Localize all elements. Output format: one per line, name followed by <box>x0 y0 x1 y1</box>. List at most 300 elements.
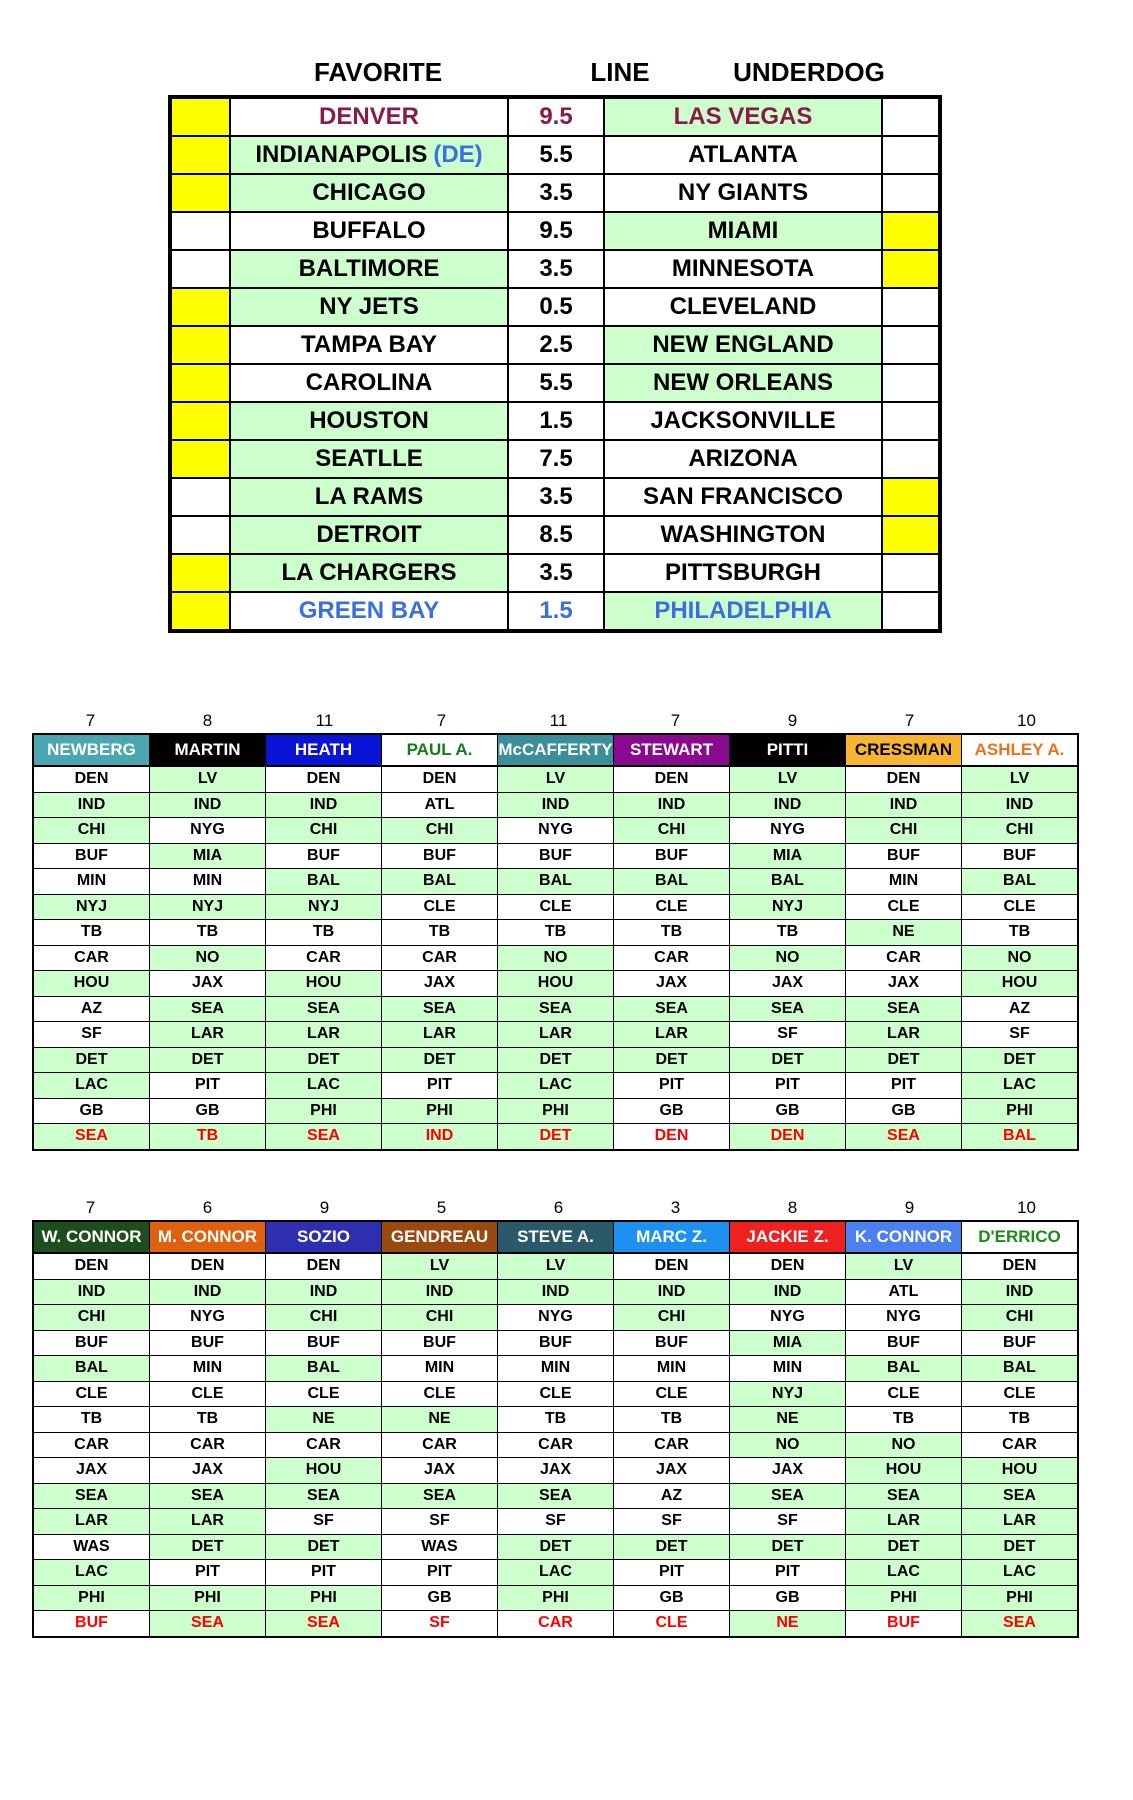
pick-cell: BUF <box>846 1330 962 1356</box>
pick-cell: CAR <box>614 1432 730 1458</box>
pick-cell: CHI <box>33 818 150 844</box>
pick-cell: HOU <box>266 971 382 997</box>
pick-cell: SEA <box>33 1483 150 1509</box>
picks-grid-2 <box>32 1196 1085 1638</box>
player-name: MARC Z. <box>614 1221 730 1253</box>
pick-cell: CHI <box>962 818 1079 844</box>
favorite-team <box>230 136 508 174</box>
player-name: HEATH <box>266 734 382 766</box>
player-name: McCAFFERTY <box>498 734 614 766</box>
pick-cell: PIT <box>730 1073 846 1099</box>
underdog-team: JACKSONVILLE <box>604 402 882 440</box>
player-score: 7 <box>436 711 447 730</box>
pick-cell: SEA <box>730 1483 846 1509</box>
pick-cell: NO <box>846 1432 962 1458</box>
pick-cell: SF <box>614 1509 730 1535</box>
pick-cell: SF <box>498 1509 614 1535</box>
pick-cell: PHI <box>498 1098 614 1124</box>
pick-cell: JAX <box>730 1458 846 1484</box>
underdog-win-marker <box>882 364 940 402</box>
favorite-win-marker <box>170 364 230 402</box>
pick-cell: GB <box>150 1098 266 1124</box>
pick-cell: MIA <box>730 1330 846 1356</box>
favorite-team-name: NY JETS <box>319 293 419 320</box>
pick-cell: GB <box>730 1585 846 1611</box>
pick-cell: IND <box>33 792 150 818</box>
underdog-team: NEW ENGLAND <box>604 326 882 364</box>
game-row <box>170 250 940 288</box>
underdog-win-marker <box>882 136 940 174</box>
favorite-header: FAVORITE <box>313 57 443 87</box>
player-score: 11 <box>549 711 568 730</box>
pick-cell: BAL <box>614 869 730 895</box>
player-name: ASHLEY A. <box>962 734 1079 766</box>
pick-cell: BAL <box>498 869 614 895</box>
pick-row <box>33 1253 1078 1279</box>
underdog-win-marker <box>882 288 940 326</box>
tiebreaker-pick: DEN <box>614 1124 730 1150</box>
pick-cell: CLE <box>614 1381 730 1407</box>
game-line: 1.5 <box>508 592 604 631</box>
pick-cell: DEN <box>382 766 498 792</box>
pick-cell: LAR <box>266 1022 382 1048</box>
pick-cell: DET <box>266 1534 382 1560</box>
tiebreaker-pick: SEA <box>33 1124 150 1150</box>
pick-cell: TB <box>150 1407 266 1433</box>
pick-row <box>33 1509 1078 1535</box>
pick-cell: NYG <box>150 1305 266 1331</box>
pick-cell: IND <box>498 1279 614 1305</box>
game-row <box>170 402 940 440</box>
pick-cell: SF <box>33 1022 150 1048</box>
player-name: SOZIO <box>266 1221 382 1253</box>
player-score: 10 <box>1017 711 1036 730</box>
pick-cell: IND <box>962 1279 1079 1305</box>
picks-grid-1 <box>32 709 1085 1151</box>
pick-row <box>33 843 1078 869</box>
pick-cell: MIN <box>150 1356 266 1382</box>
pick-row <box>33 766 1078 792</box>
tiebreaker-pick: DET <box>498 1124 614 1150</box>
favorite-team <box>230 478 508 516</box>
underdog-win-marker <box>882 478 940 516</box>
favorite-team <box>230 288 508 326</box>
favorite-team <box>230 326 508 364</box>
favorite-team-name: DETROIT <box>316 521 422 548</box>
pick-cell: PHI <box>266 1585 382 1611</box>
underdog-team: PHILADELPHIA <box>604 592 882 631</box>
pick-cell: TB <box>33 1407 150 1433</box>
pick-cell: HOU <box>846 1458 962 1484</box>
pick-cell: TB <box>614 920 730 946</box>
pick-cell: NO <box>498 945 614 971</box>
tiebreaker-pick: SEA <box>266 1611 382 1637</box>
pick-cell: PHI <box>846 1585 962 1611</box>
pick-cell: SEA <box>382 1483 498 1509</box>
favorite-team-name: CHICAGO <box>312 179 426 206</box>
favorite-win-marker <box>170 516 230 554</box>
pick-cell: SEA <box>150 1483 266 1509</box>
player-name: W. CONNOR <box>33 1221 150 1253</box>
tiebreaker-pick: SEA <box>150 1611 266 1637</box>
underdog-win-marker <box>882 440 940 478</box>
favorite-win-marker <box>170 250 230 288</box>
underdog-win-marker <box>882 592 940 631</box>
pick-cell: BUF <box>614 1330 730 1356</box>
pick-cell: NO <box>150 945 266 971</box>
tiebreaker-pick: SF <box>382 1611 498 1637</box>
player-name: STEVE A. <box>498 1221 614 1253</box>
pick-cell: CHI <box>962 1305 1079 1331</box>
favorite-win-marker <box>170 440 230 478</box>
pick-row <box>33 1356 1078 1382</box>
tiebreaker-pick: TB <box>150 1124 266 1150</box>
pick-cell: IND <box>614 792 730 818</box>
pick-cell: PIT <box>382 1560 498 1586</box>
underdog-team: ARIZONA <box>604 440 882 478</box>
scores-row <box>32 709 1085 733</box>
picks-table <box>32 1220 1079 1638</box>
pick-cell: AZ <box>614 1483 730 1509</box>
pick-cell: DEN <box>266 766 382 792</box>
pick-cell: BUF <box>962 843 1079 869</box>
pick-cell: TB <box>498 1407 614 1433</box>
pick-row <box>33 818 1078 844</box>
pick-cell: LAC <box>266 1073 382 1099</box>
pick-cell: CLE <box>382 894 498 920</box>
pick-cell: WAS <box>33 1534 150 1560</box>
pick-cell: CHI <box>382 1305 498 1331</box>
pick-cell: DET <box>150 1047 266 1073</box>
pick-row <box>33 792 1078 818</box>
pick-cell: BUF <box>33 843 150 869</box>
favorite-team <box>230 516 508 554</box>
player-score: 7 <box>904 711 915 730</box>
pick-cell: PIT <box>382 1073 498 1099</box>
pick-cell: NYJ <box>266 894 382 920</box>
pick-cell: DEN <box>614 766 730 792</box>
player-name: PAUL A. <box>382 734 498 766</box>
pick-cell: IND <box>382 1279 498 1305</box>
pick-cell: NO <box>730 1432 846 1458</box>
player-score: 9 <box>904 1198 915 1217</box>
pick-cell: NE <box>730 1407 846 1433</box>
pick-cell: LAR <box>846 1509 962 1535</box>
tiebreaker-pick: NE <box>730 1611 846 1637</box>
pick-row <box>33 1047 1078 1073</box>
pick-cell: IND <box>730 1279 846 1305</box>
pick-cell: NO <box>962 945 1079 971</box>
favorite-win-marker <box>170 288 230 326</box>
pick-cell: LV <box>498 1253 614 1279</box>
pick-cell: IND <box>266 1279 382 1305</box>
game-line: 9.5 <box>508 212 604 250</box>
pick-row <box>33 1022 1078 1048</box>
pick-cell: SEA <box>730 996 846 1022</box>
favorite-win-marker <box>170 326 230 364</box>
pick-cell: CLE <box>382 1381 498 1407</box>
pick-cell: DEN <box>33 1253 150 1279</box>
pick-row <box>33 1432 1078 1458</box>
favorite-team <box>230 97 508 136</box>
pick-cell: NE <box>846 920 962 946</box>
tiebreaker-pick: BUF <box>846 1611 962 1637</box>
pick-cell: LAR <box>382 1022 498 1048</box>
pick-cell: PHI <box>150 1585 266 1611</box>
pick-cell: MIN <box>614 1356 730 1382</box>
pick-cell: CHI <box>266 818 382 844</box>
pick-cell: NYJ <box>150 894 266 920</box>
game-line: 3.5 <box>508 250 604 288</box>
pick-row <box>33 894 1078 920</box>
favorite-team-name: LA RAMS <box>314 483 424 510</box>
pick-cell: NYG <box>730 818 846 844</box>
pick-cell: DEN <box>846 766 962 792</box>
pick-cell: GB <box>382 1585 498 1611</box>
pick-cell: IND <box>266 792 382 818</box>
pick-cell: SF <box>730 1509 846 1535</box>
games-table <box>168 95 942 633</box>
favorite-team-name: BUFFALO <box>312 217 426 244</box>
favorite-team <box>230 212 508 250</box>
underdog-win-marker <box>882 516 940 554</box>
pick-cell: HOU <box>498 971 614 997</box>
pick-cell: CHI <box>614 818 730 844</box>
pick-cell: SEA <box>150 996 266 1022</box>
pick-cell: NYJ <box>730 1381 846 1407</box>
pick-cell: BUF <box>266 1330 382 1356</box>
pick-cell: MIN <box>846 869 962 895</box>
pick-row <box>33 1534 1078 1560</box>
game-line: 1.5 <box>508 402 604 440</box>
pick-cell: BUF <box>498 1330 614 1356</box>
favorite-team <box>230 402 508 440</box>
favorite-team-name: TAMPA BAY <box>300 331 437 358</box>
pick-cell: PHI <box>266 1098 382 1124</box>
pick-cell: DEN <box>266 1253 382 1279</box>
pick-cell: GB <box>730 1098 846 1124</box>
pick-cell: LV <box>382 1253 498 1279</box>
pick-cell: IND <box>962 792 1079 818</box>
pick-row <box>33 1585 1078 1611</box>
pick-cell: HOU <box>962 971 1079 997</box>
tiebreaker-pick: IND <box>382 1124 498 1150</box>
pick-cell: MIA <box>150 843 266 869</box>
tiebreaker-pick: SEA <box>846 1124 962 1150</box>
underdog-win-marker <box>882 554 940 592</box>
picks-table <box>32 733 1079 1151</box>
pick-cell: LAC <box>33 1560 150 1586</box>
game-row <box>170 440 940 478</box>
pick-cell: HOU <box>33 971 150 997</box>
pick-cell: MIN <box>382 1356 498 1382</box>
pick-cell: CAR <box>266 1432 382 1458</box>
pick-cell: DEN <box>730 1253 846 1279</box>
pick-cell: SEA <box>614 996 730 1022</box>
pick-cell: LAC <box>498 1073 614 1099</box>
pick-cell: LAC <box>962 1560 1079 1586</box>
pick-cell: TB <box>962 1407 1079 1433</box>
pick-row <box>33 1483 1078 1509</box>
favorite-team-name: LA CHARGERS <box>281 559 457 586</box>
pick-cell: IND <box>150 1279 266 1305</box>
pick-row <box>33 1305 1078 1331</box>
underdog-win-marker <box>882 97 940 136</box>
pick-cell: HOU <box>266 1458 382 1484</box>
game-row <box>170 174 940 212</box>
pick-cell: DET <box>498 1534 614 1560</box>
pick-cell: CAR <box>498 1432 614 1458</box>
underdog-win-marker <box>882 174 940 212</box>
pick-cell: NYG <box>498 1305 614 1331</box>
pick-cell: PIT <box>614 1560 730 1586</box>
pick-cell: CAR <box>266 945 382 971</box>
pick-cell: LAR <box>614 1022 730 1048</box>
player-score: 8 <box>787 1198 798 1217</box>
pick-cell: BAL <box>266 869 382 895</box>
pick-cell: DET <box>150 1534 266 1560</box>
pick-cell: DET <box>614 1534 730 1560</box>
pick-cell: CLE <box>846 894 962 920</box>
pick-cell: LV <box>498 766 614 792</box>
pick-cell: TB <box>33 920 150 946</box>
pick-cell: JAX <box>614 1458 730 1484</box>
pick-cell: SEA <box>266 1483 382 1509</box>
pick-cell: IND <box>498 792 614 818</box>
pick-cell: DEN <box>614 1253 730 1279</box>
pick-cell: LV <box>730 766 846 792</box>
favorite-team-name: BALTIMORE <box>298 255 440 282</box>
pick-cell: ATL <box>846 1279 962 1305</box>
tiebreaker-row <box>33 1124 1078 1150</box>
tiebreaker-pick: CLE <box>614 1611 730 1637</box>
underdog-team: MINNESOTA <box>604 250 882 288</box>
pick-cell: CAR <box>962 1432 1079 1458</box>
pick-cell: MIN <box>730 1356 846 1382</box>
pick-cell: BAL <box>846 1356 962 1382</box>
pick-row <box>33 971 1078 997</box>
underdog-team: CLEVELAND <box>604 288 882 326</box>
pick-cell: DET <box>266 1047 382 1073</box>
pick-row <box>33 1330 1078 1356</box>
underdog-team: ATLANTA <box>604 136 882 174</box>
pick-cell: MIN <box>498 1356 614 1382</box>
tiebreaker-row <box>33 1611 1078 1637</box>
pick-cell: BUF <box>266 843 382 869</box>
pick-cell: CAR <box>33 945 150 971</box>
game-line: 0.5 <box>508 288 604 326</box>
pick-cell: PIT <box>730 1560 846 1586</box>
pick-cell: BAL <box>266 1356 382 1382</box>
pick-cell: DET <box>33 1047 150 1073</box>
pick-cell: LAC <box>33 1073 150 1099</box>
pick-cell: TB <box>498 920 614 946</box>
pick-cell: GB <box>846 1098 962 1124</box>
game-line: 3.5 <box>508 174 604 212</box>
player-score: 10 <box>1017 1198 1036 1217</box>
pick-cell: CAR <box>846 945 962 971</box>
pick-cell: SEA <box>846 1483 962 1509</box>
pick-cell: CAR <box>150 1432 266 1458</box>
tiebreaker-pick: SEA <box>962 1611 1079 1637</box>
pick-cell: CLE <box>498 1381 614 1407</box>
pick-cell: PHI <box>33 1585 150 1611</box>
pick-cell: JAX <box>846 971 962 997</box>
favorite-team <box>230 440 508 478</box>
pick-cell: PHI <box>962 1098 1079 1124</box>
pick-cell: PIT <box>150 1073 266 1099</box>
player-name: PITTI <box>730 734 846 766</box>
tiebreaker-pick: BUF <box>33 1611 150 1637</box>
game-line: 2.5 <box>508 326 604 364</box>
pick-cell: PIT <box>846 1073 962 1099</box>
pick-cell: TB <box>266 920 382 946</box>
pick-cell: NYG <box>730 1305 846 1331</box>
pick-cell: CHI <box>382 818 498 844</box>
pick-cell: LAR <box>846 1022 962 1048</box>
pick-cell: BUF <box>498 843 614 869</box>
pick-cell: CLE <box>266 1381 382 1407</box>
pick-cell: SEA <box>846 996 962 1022</box>
pick-cell: DET <box>382 1047 498 1073</box>
pick-cell: GB <box>614 1585 730 1611</box>
game-row <box>170 97 940 136</box>
player-name: M. CONNOR <box>150 1221 266 1253</box>
pick-cell: TB <box>730 920 846 946</box>
pick-cell: DET <box>962 1047 1079 1073</box>
pick-cell: NYG <box>846 1305 962 1331</box>
pick-cell: IND <box>614 1279 730 1305</box>
player-names-row <box>33 734 1078 766</box>
pick-cell: PIT <box>150 1560 266 1586</box>
favorite-team <box>230 592 508 631</box>
pick-row <box>33 1098 1078 1124</box>
game-row <box>170 516 940 554</box>
pick-row <box>33 1407 1078 1433</box>
pick-row <box>33 996 1078 1022</box>
pick-cell: IND <box>846 792 962 818</box>
game-line: 7.5 <box>508 440 604 478</box>
underdog-win-marker <box>882 250 940 288</box>
pick-cell: TB <box>150 920 266 946</box>
pick-cell: LAC <box>962 1073 1079 1099</box>
game-row <box>170 592 940 631</box>
player-score: 11 <box>315 711 334 730</box>
game-row <box>170 288 940 326</box>
player-name: STEWART <box>614 734 730 766</box>
player-name: MARTIN <box>150 734 266 766</box>
underdog-win-marker <box>882 212 940 250</box>
pick-cell: MIN <box>33 869 150 895</box>
player-score: 9 <box>319 1198 330 1217</box>
underdog-win-marker <box>882 326 940 364</box>
pick-cell: NE <box>266 1407 382 1433</box>
pick-row <box>33 1381 1078 1407</box>
favorite-team <box>230 554 508 592</box>
pick-cell: BUF <box>382 843 498 869</box>
pick-cell: SF <box>382 1509 498 1535</box>
pick-cell: CLE <box>150 1381 266 1407</box>
pick-cell: CHI <box>33 1305 150 1331</box>
pick-cell: LAC <box>846 1560 962 1586</box>
pick-cell: MIN <box>150 869 266 895</box>
pick-cell: BUF <box>150 1330 266 1356</box>
favorite-win-marker <box>170 592 230 631</box>
pick-cell: LAR <box>33 1509 150 1535</box>
pick-cell: SEA <box>498 1483 614 1509</box>
pick-cell: NYG <box>150 818 266 844</box>
tiebreaker-pick: BAL <box>962 1124 1079 1150</box>
